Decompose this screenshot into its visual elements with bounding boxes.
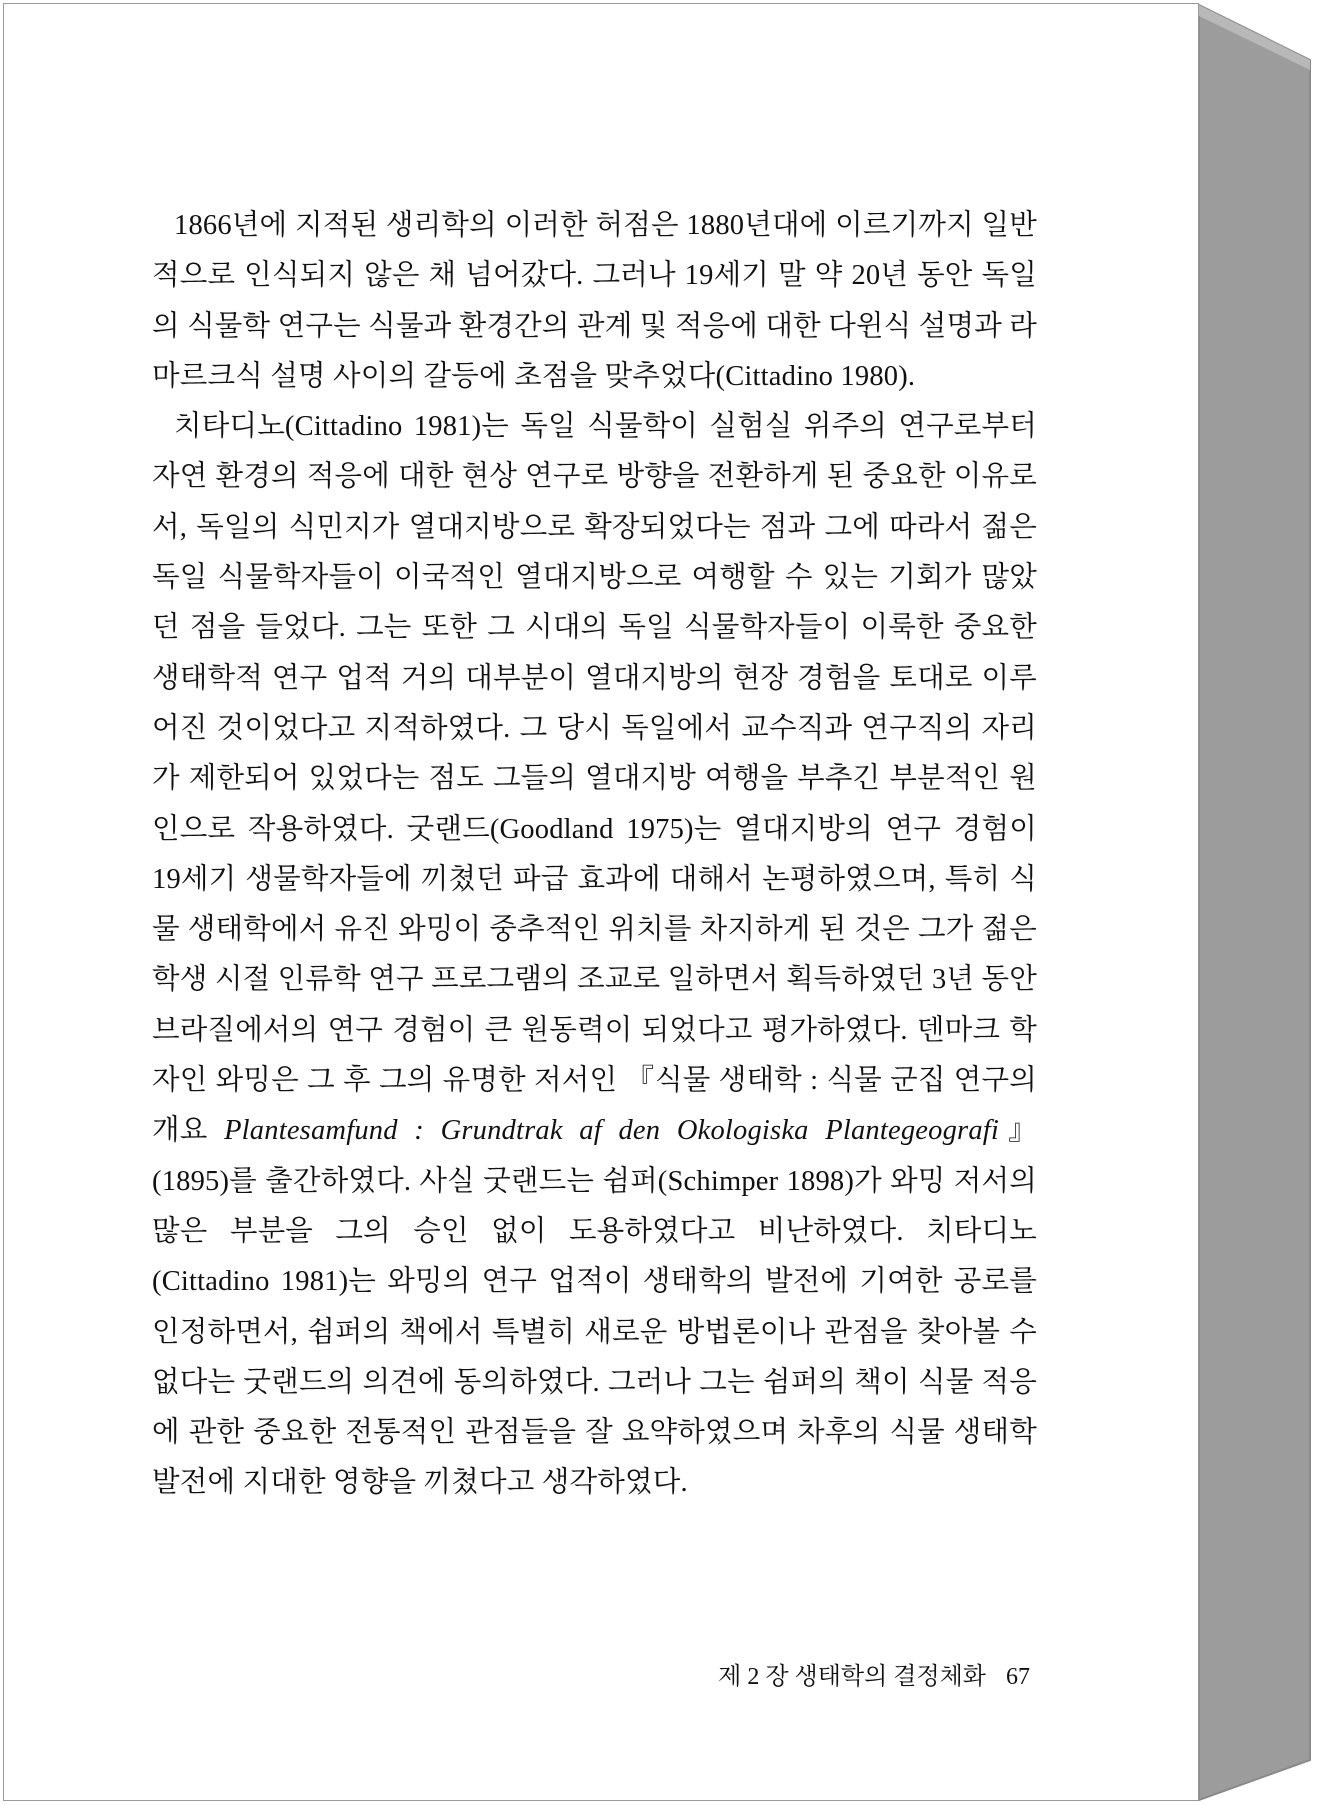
paragraph-text: 1866년에 지적된 생리학의 이러한 허점은 1880년대에 이르기까지 일반적으로 인식되지 않은 채 넘어갔다. 그러나 19세기 말 약 20년 동안 독일의 식물학 연구는 식물과 환경간의 관계 및 적응에 대한 다윈식 설명과 라마르크식 설명 사이의 갈등에 초점을 맞추었다(Cittadino 1980). bbox=[152, 210, 1037, 392]
paragraph bbox=[152, 201, 1037, 402]
running-footer bbox=[718, 1656, 1030, 1691]
page-sheet bbox=[3, 3, 1199, 1801]
paragraph bbox=[152, 402, 1037, 1509]
paragraph-text: 치타디노(Cittadino 1981)는 독일 식물학이 실험실 위주의 연구로부터 자연 환경의 적응에 대한 현상 연구로 방향을 전환하게 된 중요한 이유로서, 독일의 식민지가 열대지방으로 확장되었다는 점과 그에 따라서 젊은 독일 식물학자들이 이국적인 열대지방으로 여행할 수 있는 기회가 많았던 점을 들었다. 그는 또한 그 시대의 독일 식물학자들이 이룩한 중요한 생태학적 연구 업적 거의 대부분이 열대지방의 현장 경험을 토대로 이루어진 것이었다고 지적하였다. 그 당시 독일에서 교수직과 연구직의 자리가 제한되어 있었다는 점도 그들의 열대지방 여행을 부추긴 부분적인 원인으로 작용하였다. 굿랜드(Goodland 1975)는 열대지방의 연구 경험이 19세기 생물학자들에 끼쳤던 파급 효과에 대해서 논평하였으며, 특히 식물 생태학에서 유진 와밍이 중추적인 위치를 차지하게 된 것은 그가 젊은 학생 시절 인류학 연구 프로그램의 조교로 일하면서 획득하였던 3년 동안 브라질에서의 연구 경험이 큰 원동력이 되었다고 평가하였다. 덴마크 학자인 와밍은 그 후 그의 유명한 저서인 『식물 생태학 : 식물 군집 연구의 개요 bbox=[152, 411, 1037, 1147]
chapter-title: 제 2 장 생태학의 결정체화 bbox=[718, 1664, 986, 1690]
paragraph-text: 』(1895)를 출간하였다. 사실 굿랜드는 쉼퍼(Schimper 1898)가 와밍 저서의 많은 부분을 그의 승인 없이 도용하였다고 비난하였다. 치타디노(Cittadino 1981)는 와밍의 연구 업적이 생태학의 발전에 기여한 공로를 인정하면서, 쉼퍼의 책에서 특별히 새로운 방법론이나 관점을 찾아볼 수 없다는 굿랜드의 의견에 동의하였다. 그러나 그는 쉼퍼의 책이 식물 적응에 관한 중요한 전통적인 관점들을 잘 요약하였으며 차후의 식물 생태학 발전에 지대한 영향을 끼쳤다고 생각하였다. bbox=[152, 1115, 1037, 1499]
book-title-italic: Plantesamfund : Grundtrak af den Okologiska Plantegeografi bbox=[224, 1115, 1000, 1147]
body-text bbox=[152, 201, 1037, 1509]
page-number: 67 bbox=[1006, 1664, 1030, 1690]
